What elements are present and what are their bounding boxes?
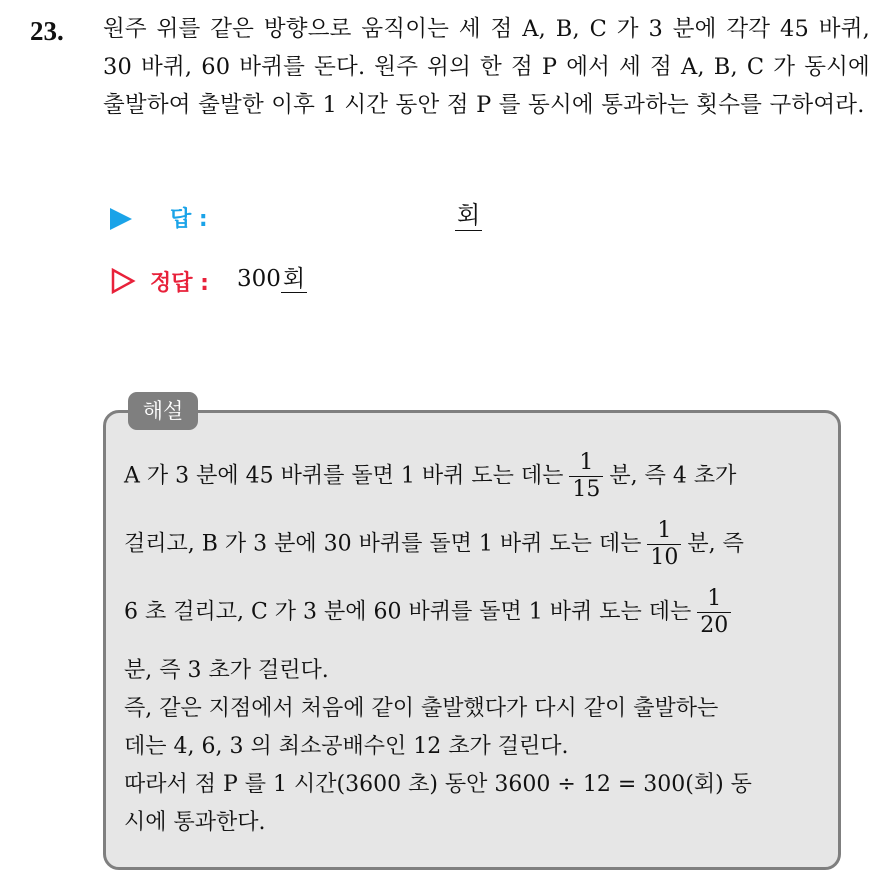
solution-line-3-text: 6 초 걸리고, C 가 3 분에 60 바퀴를 돌면 1 바퀴 도는 데는 <box>124 599 692 625</box>
solution-line-5: 즉, 같은 지점에서 처음에 같이 출발했다가 다시 같이 출발하는 <box>124 696 719 721</box>
problem-number: 23. <box>30 16 64 46</box>
filled-triangle-right-icon <box>110 208 132 230</box>
solution-line-8: 시에 통과한다. <box>124 810 266 835</box>
solution-line-1-tail: 분, 즉 4 초가 <box>609 463 737 489</box>
solution-tab: 해설 <box>128 392 198 430</box>
solution-line-3 <box>124 586 737 639</box>
solution-line-1-text: A 가 3 분에 45 바퀴를 돌면 1 바퀴 도는 데는 <box>124 463 564 489</box>
fraction-1-20 <box>697 586 731 639</box>
solution-line-1 <box>124 450 736 503</box>
solution-line-2-text: 걸리고, B 가 3 분에 30 바퀴를 돌면 1 바퀴 도는 데는 <box>124 531 642 557</box>
fraction-denominator: 20 <box>700 613 729 638</box>
fraction-numerator: 1 <box>697 586 731 613</box>
answer-input-blank[interactable]: 회 <box>457 201 481 229</box>
fraction-numerator: 1 <box>569 450 603 477</box>
fraction-1-10 <box>647 518 681 571</box>
fraction-denominator: 15 <box>572 477 601 502</box>
solution-line-2 <box>124 518 744 571</box>
correct-answer <box>237 264 307 294</box>
outline-triangle-right-icon <box>110 268 136 294</box>
answer-row <box>110 198 610 238</box>
fraction-numerator: 1 <box>647 518 681 545</box>
problem-block <box>30 10 870 124</box>
correct-answer-value: 300 <box>237 266 281 292</box>
correct-answer-row <box>110 262 610 302</box>
correct-answer-unit: 회 <box>282 266 306 292</box>
solution-line-4: 분, 즉 3 초가 걸린다. <box>124 658 329 683</box>
solution-line-2-tail: 분, 즉 <box>687 531 744 557</box>
answer-label: 답 : <box>170 207 208 232</box>
correct-answer-label: 정답 : <box>150 271 209 296</box>
fraction-1-15 <box>569 450 603 503</box>
solution-line-7: 따라서 점 P 를 1 시간(3600 초) 동안 3600 ÷ 12 = 300(회) 동 <box>124 772 752 797</box>
fraction-denominator: 10 <box>650 545 679 570</box>
solution-line-6: 데는 4, 6, 3 의 최소공배수인 12 초가 걸린다. <box>124 734 569 759</box>
problem-text: 원주 위를 같은 방향으로 움직이는 세 점 A, B, C 가 3 분에 각각 45 바퀴, 30 바퀴, 60 바퀴를 돈다. 원주 위의 한 점 P 에서 세 점 A, B, C 가 동시에 출발하여 출발한 이후 1 시간 동안 점 P 를 동시에 통과하는 횟수를 구하여라. <box>103 16 870 118</box>
